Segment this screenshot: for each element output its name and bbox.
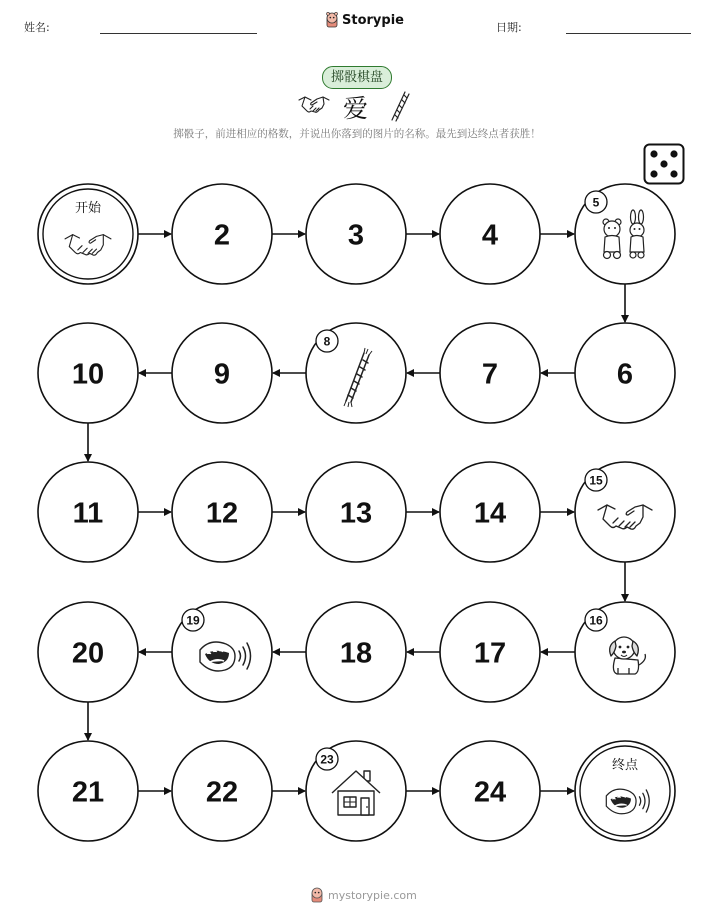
space-number: 5 — [592, 195, 600, 210]
board-space-9 — [172, 323, 272, 423]
space-number: 11 — [72, 497, 104, 530]
board-space-17 — [440, 602, 540, 702]
board-space-12 — [172, 462, 272, 562]
instructions: 掷骰子，前进相应的格数，并说出你落到的图片的名称。最先到达终点者获胜！ — [173, 128, 541, 140]
board-space-21 — [38, 741, 138, 841]
title-tag: 掷骰棋盘 — [322, 66, 392, 89]
space-number: 6 — [616, 358, 634, 391]
board-space-16 — [575, 602, 675, 702]
target-word: 爱 — [343, 94, 369, 123]
board-space-11 — [38, 462, 138, 562]
board-space-18 — [306, 602, 406, 702]
date-label: 日期: — [496, 21, 522, 34]
space-number: 2 — [213, 219, 231, 252]
board-space-22 — [172, 741, 272, 841]
space-number: 20 — [71, 637, 105, 670]
space-number: 17 — [473, 637, 507, 670]
space-number: 23 — [320, 752, 334, 767]
space-number: 12 — [205, 497, 239, 530]
space-number: 7 — [481, 358, 499, 391]
space-number: 24 — [473, 776, 507, 809]
footer-site: mystorypie.com — [328, 888, 417, 902]
finish-space — [575, 741, 675, 841]
space-number: 21 — [71, 776, 105, 809]
footer — [310, 887, 417, 903]
board-space-15 — [575, 462, 675, 562]
board-space-13 — [306, 462, 406, 562]
space-number: 19 — [186, 613, 200, 628]
board-space-8 — [306, 323, 406, 423]
name-label: 姓名: — [24, 21, 50, 34]
space-number: 8 — [323, 334, 331, 349]
space-number: 15 — [589, 473, 603, 488]
board-space-2 — [172, 184, 272, 284]
space-number: 3 — [347, 219, 365, 252]
start-space — [38, 184, 138, 284]
board-space-4 — [440, 184, 540, 284]
space-number: 18 — [339, 637, 373, 670]
storypie-mascot-icon — [310, 887, 324, 903]
brand-name: Storypie — [342, 12, 404, 28]
finish-label: 终点 — [611, 758, 639, 773]
board-space-20 — [38, 602, 138, 702]
board-space-23 — [306, 741, 406, 841]
board-space-10 — [38, 323, 138, 423]
space-number: 9 — [213, 358, 231, 391]
space-number: 14 — [473, 497, 507, 530]
board-space-5 — [575, 184, 675, 284]
start-label: 开始 — [74, 201, 102, 216]
board-space-7 — [440, 323, 540, 423]
board-space-19 — [172, 602, 272, 702]
space-number: 16 — [589, 613, 603, 628]
board-space-24 — [440, 741, 540, 841]
space-number: 10 — [71, 358, 105, 391]
board-space-14 — [440, 462, 540, 562]
space-number: 13 — [339, 497, 373, 530]
space-number: 4 — [481, 219, 499, 252]
board-space-3 — [306, 184, 406, 284]
space-number: 22 — [205, 776, 239, 809]
board-space-6 — [575, 323, 675, 423]
